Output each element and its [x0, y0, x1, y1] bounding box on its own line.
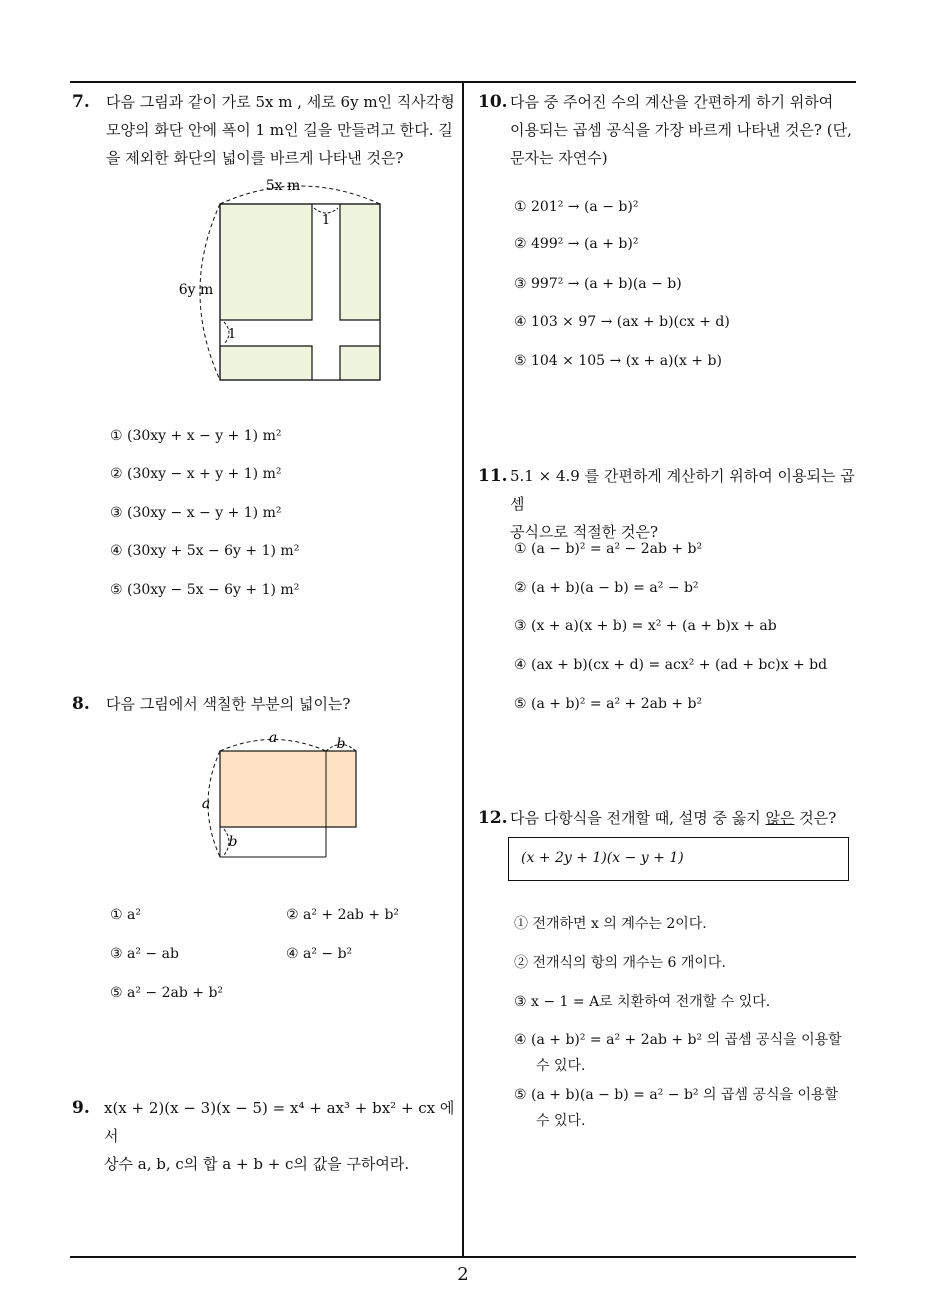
q10-text [510, 88, 855, 172]
q7-figure [170, 170, 400, 390]
q10-choice-3[interactable]: ③ 997² → (a + b)(a − b) [514, 276, 682, 292]
q12-choice-4-cont: 수 있다. [536, 1058, 586, 1074]
q7-choice-4[interactable]: ④ (30xy + 5x − 6y + 1) m² [110, 543, 300, 559]
q8-choice-2[interactable]: ② a² + 2ab + b² [286, 907, 400, 923]
q11-text-line: 5.1 × 4.9 를 간편하게 계산하기 위하여 이용되는 곱셈 [510, 467, 855, 513]
q9-number: 9. [72, 1098, 90, 1118]
q12-choice-4[interactable]: ④ (a + b)² = a² + 2ab + b² 의 곱셈 공식을 이용할 [514, 1032, 842, 1048]
q11-text [510, 462, 860, 546]
q8-label-a-side: a [201, 796, 211, 812]
q7-path-horizontal [220, 320, 380, 346]
q12-number: 12. [478, 808, 508, 828]
q12-choice-5[interactable]: ⑤ (a + b)(a − b) = a² − b² 의 곱셈 공식을 이용할 [514, 1087, 839, 1103]
page-number: 2 [457, 1264, 469, 1285]
q8-choice-1[interactable]: ① a² [110, 907, 141, 923]
q10-text-line: 문자는 자연수) [510, 149, 608, 167]
q7-choice-5[interactable]: ⑤ (30xy − 5x − 6y + 1) m² [110, 582, 300, 598]
q11-choice-5[interactable]: ⑤ (a + b)² = a² + 2ab + b² [514, 696, 703, 712]
q7-choice-2[interactable]: ② (30xy − x + y + 1) m² [110, 466, 282, 482]
q10-number: 10. [478, 92, 508, 112]
q11-choice-3[interactable]: ③ (x + a)(x + b) = x² + (a + b)x + ab [514, 618, 777, 634]
q11-text-line: 공식으로 적절한 것은? [510, 523, 658, 541]
q10-text-line: 이용되는 곱셈 공식을 가장 바르게 나타낸 것은? (단, [510, 121, 852, 139]
q7-text-line: 을 제외한 화단의 넓이를 바르게 나타낸 것은? [106, 149, 404, 167]
q7-text-line: 다음 그림과 같이 가로 5x m , 세로 6y m인 직사각형 [106, 93, 455, 111]
q8-choice-5[interactable]: ⑤ a² − 2ab + b² [110, 985, 224, 1001]
column-divider [462, 82, 464, 1258]
q8-text: 다음 그림에서 색칠한 부분의 넓이는? [106, 695, 351, 713]
q8-number: 8. [72, 694, 90, 714]
q7-text [106, 88, 456, 172]
bottom-rule [70, 1256, 856, 1258]
q10-choice-1[interactable]: ① 201² → (a − b)² [514, 199, 639, 215]
q7-text-line: 모양의 화단 안에 폭이 1 m인 길을 만들려고 한다. 길 [106, 121, 453, 139]
q8-label-a-top: a [268, 730, 278, 746]
q12-boxed-expression: (x + 2y + 1)(x − y + 1) [521, 850, 684, 866]
q10-choice-5[interactable]: ⑤ 104 × 105 → (x + a)(x + b) [514, 353, 722, 369]
q9-text-line: 상수 a, b, c의 합 a + b + c의 값을 구하여라. [104, 1155, 410, 1173]
q11-number: 11. [478, 466, 508, 486]
q8-label-b-top: b [336, 736, 346, 752]
q7-side-label: 6y m [178, 282, 214, 298]
q12-text-before: 다음 다항식을 전개할 때, 설명 중 옳지 [510, 809, 766, 827]
q8-choice-4[interactable]: ④ a² − b² [286, 946, 353, 962]
q11-choice-1[interactable]: ① (a − b)² = a² − 2ab + b² [514, 541, 703, 557]
q11-choice-4[interactable]: ④ (ax + b)(cx + d) = acx² + (ad + bc)x + bd [514, 657, 828, 673]
q8-label-b-side: b [228, 834, 238, 850]
q10-text-line: 다음 중 주어진 수의 계산을 간편하게 하기 위하여 [510, 93, 834, 111]
q12-choice-3[interactable]: ③ x − 1 = A로 치환하여 전개할 수 있다. [514, 994, 771, 1010]
q7-top-label: 5x m [265, 178, 301, 194]
q12-text-underlined: 않은 [765, 809, 795, 827]
q11-choice-2[interactable]: ② (a + b)(a − b) = a² − b² [514, 580, 699, 596]
q12-text-after: 것은? [794, 809, 837, 827]
q12-choice-1[interactable]: ① 전개하면 x 의 계수는 2이다. [514, 916, 707, 932]
q8-shaded-rect [220, 751, 356, 827]
q12-text [510, 804, 836, 832]
q12-expression-box [508, 837, 849, 881]
q7-garden-rect [220, 204, 380, 380]
q9-text-line: x(x + 2)(x − 3)(x − 5) = x⁴ + ax³ + bx² + cx 에서 [104, 1099, 455, 1145]
q7-choice-1[interactable]: ① (30xy + x − y + 1) m² [110, 428, 282, 444]
q10-choice-2[interactable]: ② 499² → (a + b)² [514, 236, 639, 252]
q8-figure [190, 726, 380, 866]
q7-path-label-side: 1 [227, 327, 237, 342]
q10-choice-4[interactable]: ④ 103 × 97 → (ax + b)(cx + d) [514, 314, 730, 330]
q7-path-vertical [312, 204, 340, 380]
q12-choice-2[interactable]: ② 전개식의 항의 개수는 6 개이다. [514, 955, 726, 971]
q7-number: 7. [72, 92, 90, 112]
q7-choice-3[interactable]: ③ (30xy − x − y + 1) m² [110, 505, 282, 521]
q9-text [104, 1094, 459, 1178]
q8-choice-3[interactable]: ③ a² − ab [110, 946, 179, 962]
q7-path-label-top: 1 [321, 213, 331, 228]
q12-choice-5-cont: 수 있다. [536, 1113, 586, 1129]
